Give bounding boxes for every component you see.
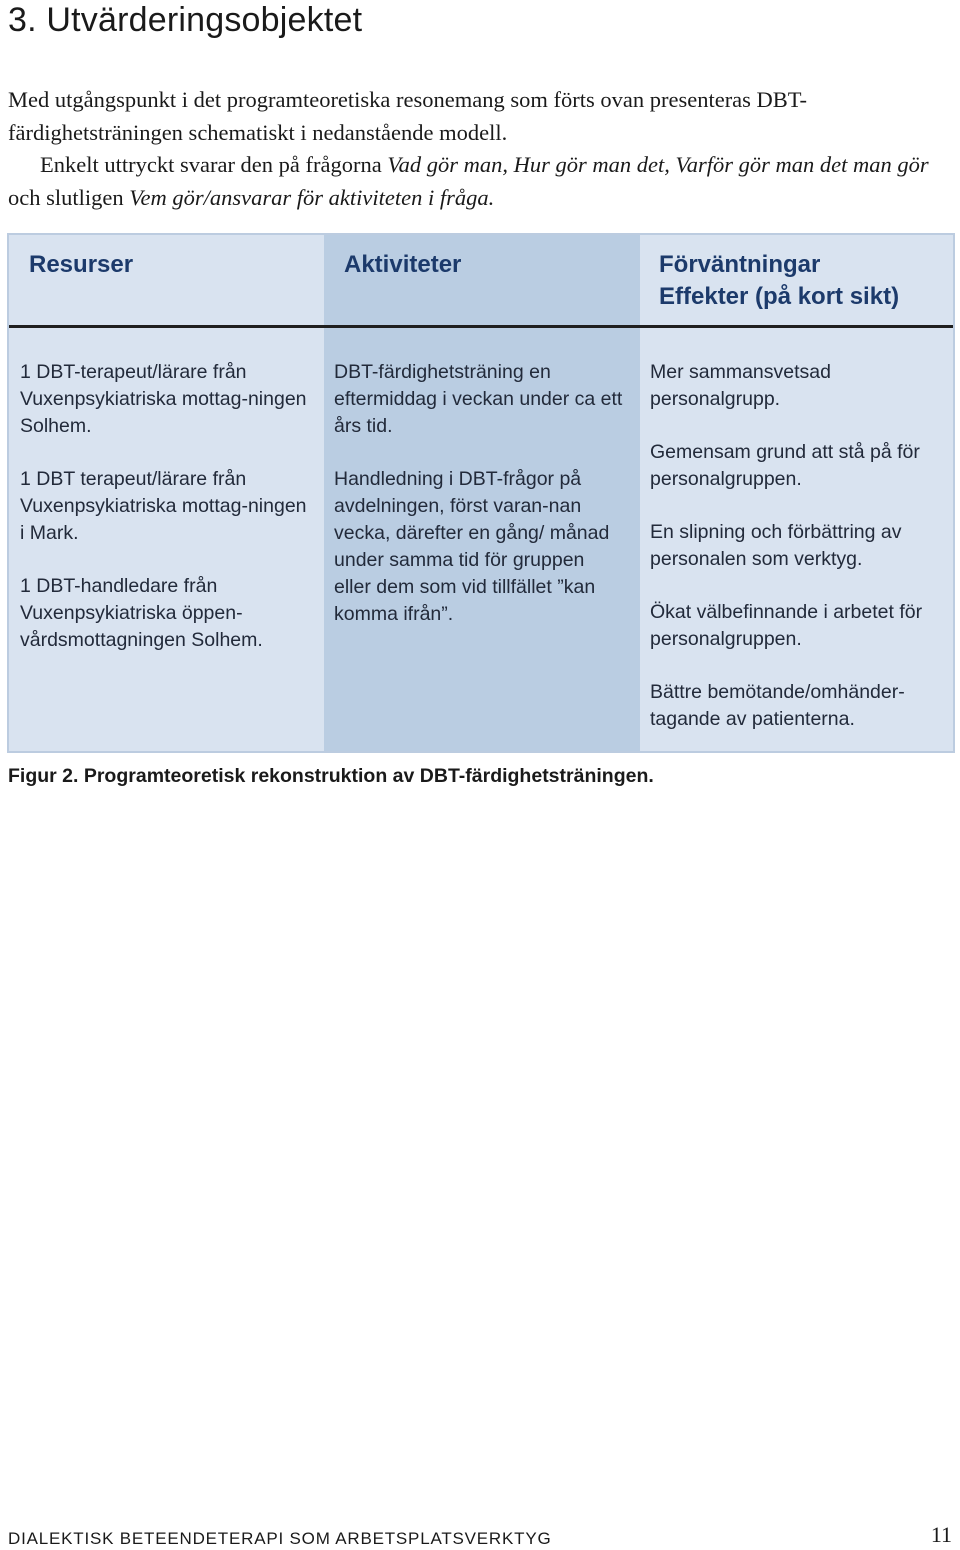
activities-column [344,249,634,281]
header-divider [9,325,953,328]
page-heading: 3. Utvärderingsobjektet [8,1,363,39]
expectations-heading: Förväntningar [659,251,821,278]
resource-item: 1 DBT-handledare från Vuxenpsykiatriska öppen-vårdsmottagningen Solhem. [20,575,263,651]
resources-list [20,359,310,680]
intro-paragraph-1: Med utgångspunkt i det programteoretiska resonemang som förts ovan presenteras DBT-färdighetsträningen schematiskt i nedanstående modell. [8,87,807,145]
effects-heading: Effekter (på kort sikt) [659,283,900,310]
program-theory-figure [7,233,955,753]
intro-italic-responsibility: Vem gör/ansvarar för aktiviteten i fråga. [129,184,495,210]
expectation-item: En slipning och förbättring av personalen som verktyg. [650,521,902,570]
activities-list [334,359,626,654]
expectation-item: Ökat välbefinnande i arbetet för personalgruppen. [650,601,923,650]
running-footer-title: DIALEKTISK BETEENDETERAPI SOM ARBETSPLATSVERKTYG [8,1529,552,1548]
expectations-column [659,249,949,313]
resource-item: 1 DBT-terapeut/lärare från Vuxenpsykiatriska mottag-ningen Solhem. [20,361,307,437]
resources-heading: Resurser [29,251,134,278]
intro-text-run: och slutligen [8,184,130,210]
expectation-item: Gemensam grund att stå på för personalgruppen. [650,441,920,490]
resources-column [29,249,309,281]
intro-italic-questions: Vad gör man, Hur gör man det, Varför gör man det man gör [387,152,929,177]
figure-caption: Figur 2. Programteoretisk rekonstruktion av DBT-färdighetsträningen. [8,765,654,787]
expectation-item: Mer sammansvetsad personalgrupp. [650,361,831,410]
intro-paragraph-2 [8,149,958,214]
intro-text [8,84,958,214]
intro-text-run: Enkelt uttryckt svarar den på frågorna [40,152,388,177]
expectations-list [650,359,948,759]
activity-item: DBT-färdighetsträning en eftermiddag i veckan under ca ett års tid. [334,361,623,437]
page-number: 11 [930,1522,952,1547]
resource-item: 1 DBT terapeut/lärare från Vuxenpsykiatriska mottag-ningen i Mark. [20,468,307,544]
expectation-item: Bättre bemötande/omhänder-tagande av patienterna. [650,681,905,730]
activities-heading: Aktiviteter [344,251,462,278]
activity-item: Handledning i DBT-frågor på avdelningen, först varan-nan vecka, därefter en gång/ månad under samma tid för gruppen eller dem som vid tillfället ”kan komma ifrån”. [334,468,610,625]
